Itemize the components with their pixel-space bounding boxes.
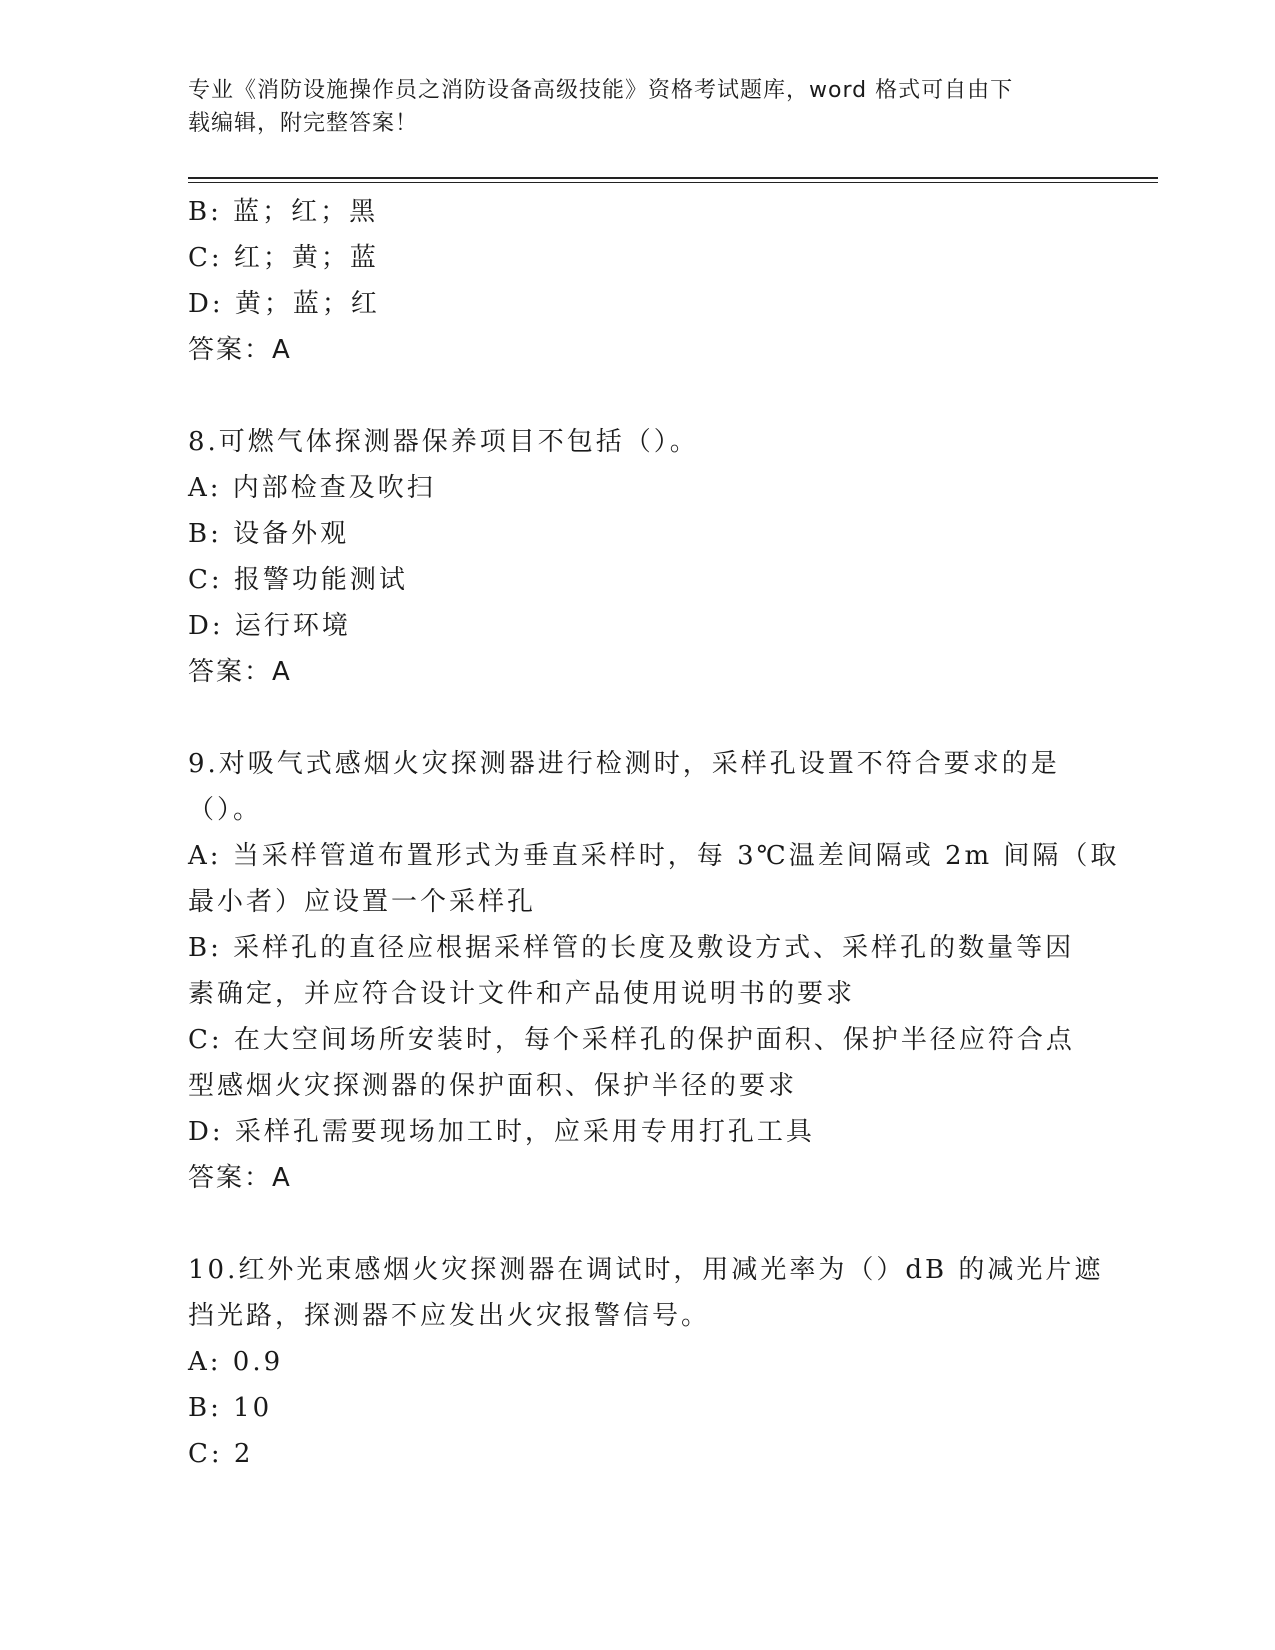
question-list: [188, 189, 1120, 1477]
question-7: [188, 189, 1088, 373]
option-d: D: 运行环境: [188, 611, 351, 641]
question-stem-line-2: 挡光路，探测器不应发出火灾报警信号。: [188, 1301, 711, 1331]
answer-line: 答案：A: [188, 1163, 292, 1193]
answer-line: 答案：A: [188, 657, 292, 687]
option-c: C: 报警功能测试: [188, 565, 408, 595]
question-9: [188, 741, 1120, 1201]
option-b-line-2: 素确定，并应符合设计文件和产品使用说明书的要求: [188, 979, 856, 1009]
question-10: [188, 1247, 1104, 1477]
question-stem-line-1: 10.红外光束感烟火灾探测器在调试时，用减光率为（）dB 的减光片遮: [188, 1255, 1104, 1285]
header-divider-thick: [188, 177, 1158, 179]
spacer: [188, 1201, 1088, 1247]
document-header: [188, 74, 1068, 140]
option-b: B: 10: [188, 1393, 273, 1423]
option-a-line-2: 最小者）应设置一个采样孔: [188, 887, 537, 917]
option-c-line-2: 型感烟火灾探测器的保护面积、保护半径的要求: [188, 1071, 798, 1101]
option-a-line-1: A: 当采样管道布置形式为垂直采样时，每 3℃温差间隔或 2m 间隔（取: [188, 841, 1120, 871]
option-b: B: 蓝；红；黑: [188, 197, 379, 227]
header-line-2: 载编辑，附完整答案！: [188, 111, 419, 136]
question-stem: 8.可燃气体探测器保养项目不包括（）。: [188, 427, 699, 457]
option-c-line-1: C: 在大空间场所安装时，每个采样孔的保护面积、保护半径应符合点: [188, 1025, 1075, 1055]
option-a: A: 内部检查及吹扫: [188, 473, 436, 503]
question-stem-line-2: （）。: [188, 795, 263, 825]
header-divider-thin: [188, 182, 1158, 183]
option-b: B: 设备外观: [188, 519, 350, 549]
answer-line: 答案：A: [188, 335, 292, 365]
option-b-line-1: B: 采样孔的直径应根据采样管的长度及敷设方式、采样孔的数量等因: [188, 933, 1075, 963]
header-line-1: 专业《消防设施操作员之消防设备高级技能》资格考试题库，word 格式可自由下: [188, 78, 1014, 103]
option-c: C: 2: [188, 1439, 254, 1469]
option-a: A: 0.9: [188, 1347, 284, 1377]
spacer: [188, 373, 1088, 419]
option-c: C: 红；黄；蓝: [188, 243, 379, 273]
spacer: [188, 695, 1088, 741]
option-d: D: 黄；蓝；红: [188, 289, 380, 319]
question-stem-line-1: 9.对吸气式感烟火灾探测器进行检测时，采样孔设置不符合要求的是: [188, 749, 1060, 779]
question-8: [188, 419, 1088, 695]
option-d: D: 采样孔需要现场加工时，应采用专用打孔工具: [188, 1117, 815, 1147]
